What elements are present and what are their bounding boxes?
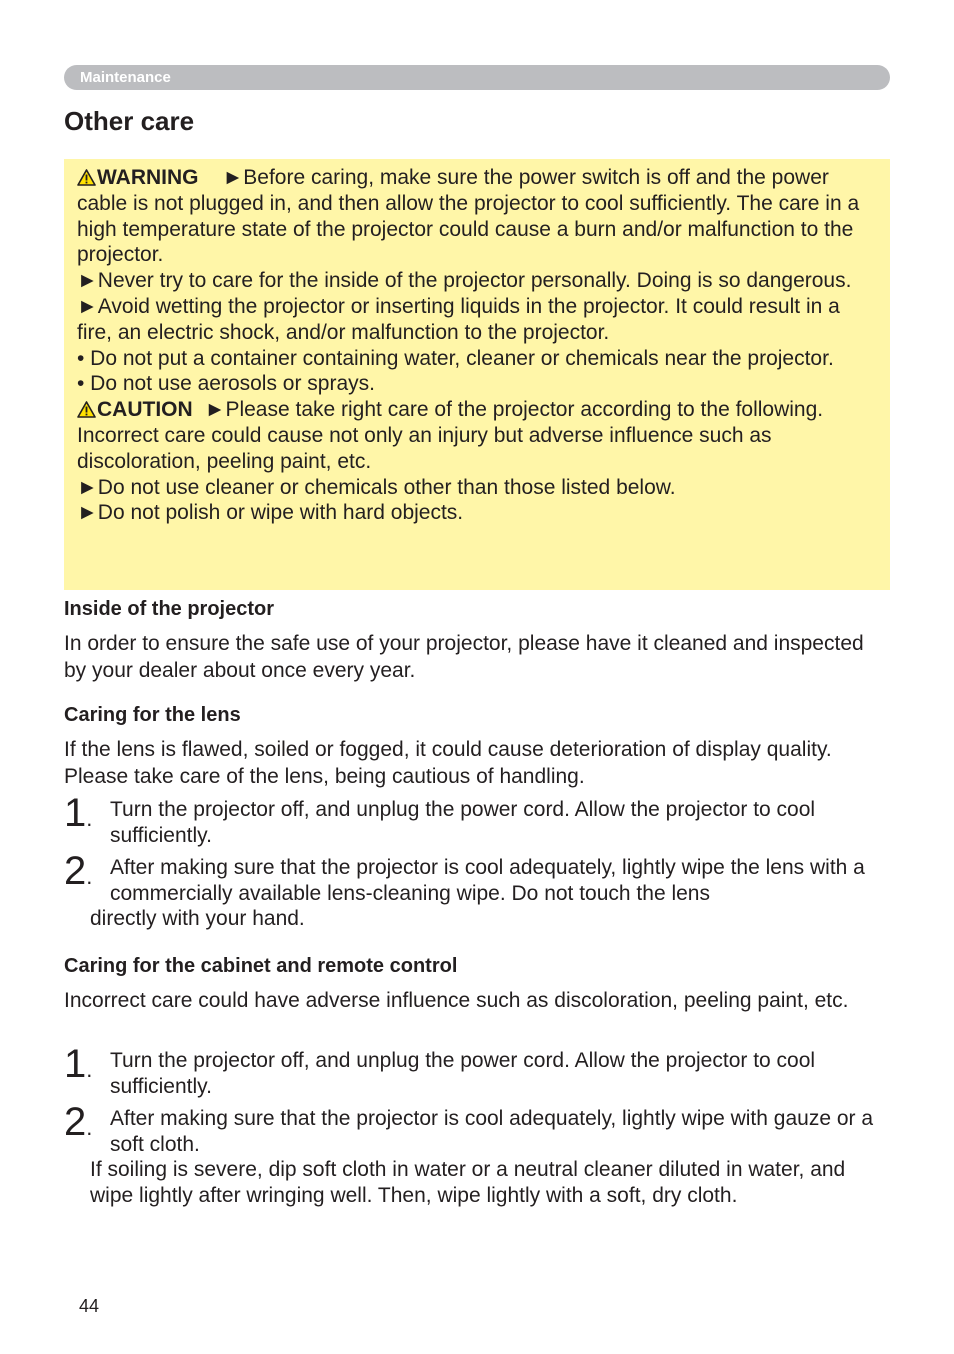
lens-body: If the lens is flawed, soiled or fogged, it could cause deterioration of display quality. Please take care of the lens, being cautious of handling. <box>64 738 832 788</box>
inside-section <box>64 597 890 684</box>
section-header-bar <box>64 65 890 90</box>
inside-body: In order to ensure the safe use of your projector, please have it cleaned and inspected by your dealer about once every year. <box>64 632 864 682</box>
caution-text: ►Please take right care of the projector according to the following. Incorrect care could cause not only an injury but adverse influence such as discoloration, peeling paint, etc. <box>77 398 824 473</box>
warning-triangle-icon <box>77 169 96 186</box>
page-title: Other care <box>64 106 195 136</box>
lens-section <box>64 703 890 790</box>
cabinet-step-2 <box>64 1100 894 1208</box>
inside-heading: Inside of the projector <box>64 598 275 620</box>
step-text: Turn the projector off, and unplug the power cord. Allow the projector to cool sufficiently. <box>110 1049 816 1098</box>
warning-bullet: • Do not put a container containing water, cleaner or chemicals near the projector. <box>77 346 834 370</box>
step-text: After making sure that the projector is cool adequately, lightly wipe with gauze or a soft cloth. <box>110 1107 874 1156</box>
lens-heading: Caring for the lens <box>64 704 241 726</box>
warning-item: ►Avoid wetting the projector or inserting liquids in the projector. It could result in a fire, an electric shock, and/or malfunction to the projector. <box>77 294 840 344</box>
caution-item: ►Do not polish or wipe with hard objects. <box>77 501 464 525</box>
page-number: 44 <box>79 1296 100 1316</box>
caution-paragraph <box>77 397 877 474</box>
warning-label: WARNING <box>97 166 199 189</box>
step-number: 2. <box>64 849 93 893</box>
lens-step-1 <box>64 791 894 848</box>
cabinet-heading: Caring for the cabinet and remote control <box>64 955 458 977</box>
step-text: Turn the projector off, and unplug the power cord. Allow the projector to cool sufficiently. <box>110 798 816 847</box>
section-label: Maintenance <box>80 69 171 86</box>
caution-item: ►Do not use cleaner or chemicals other than those listed below. <box>77 475 676 499</box>
step-number: 2. <box>64 1100 93 1144</box>
cabinet-section <box>64 954 890 1014</box>
warning-box <box>64 159 890 590</box>
step-number: 1. <box>64 791 93 835</box>
caution-label: CAUTION <box>97 398 193 422</box>
cabinet-body: Incorrect care could have adverse influence such as discoloration, peeling paint, etc. <box>64 989 849 1012</box>
warning-item: ►Never try to care for the inside of the projector personally. Doing is so dangerous. <box>77 269 852 293</box>
step-continuation: directly with your hand. <box>90 907 305 930</box>
caution-triangle-icon <box>77 401 96 418</box>
warning-paragraph <box>77 165 877 268</box>
cabinet-step-1 <box>64 1042 894 1099</box>
step-continuation: If soiling is severe, dip soft cloth in water or a neutral cleaner diluted in water, and wipe lightly after wringing well. Then, wipe lightly with a soft, dry cloth. <box>90 1158 846 1207</box>
warning-bullet: • Do not use aerosols or sprays. <box>77 372 375 396</box>
warning-text: ►Before caring, make sure the power switch is off and the power cable is not plugged in, and then allow the projector to cool sufficiently. The care in a high temperature state of the projector could cause a burn and/or malfunction to the projector. <box>77 166 860 267</box>
lens-step-2 <box>64 849 894 932</box>
step-number: 1. <box>64 1042 93 1086</box>
step-text: After making sure that the projector is cool adequately, lightly wipe the lens with a commercially available lens-cleaning wipe. Do not touch the lens <box>110 856 865 905</box>
